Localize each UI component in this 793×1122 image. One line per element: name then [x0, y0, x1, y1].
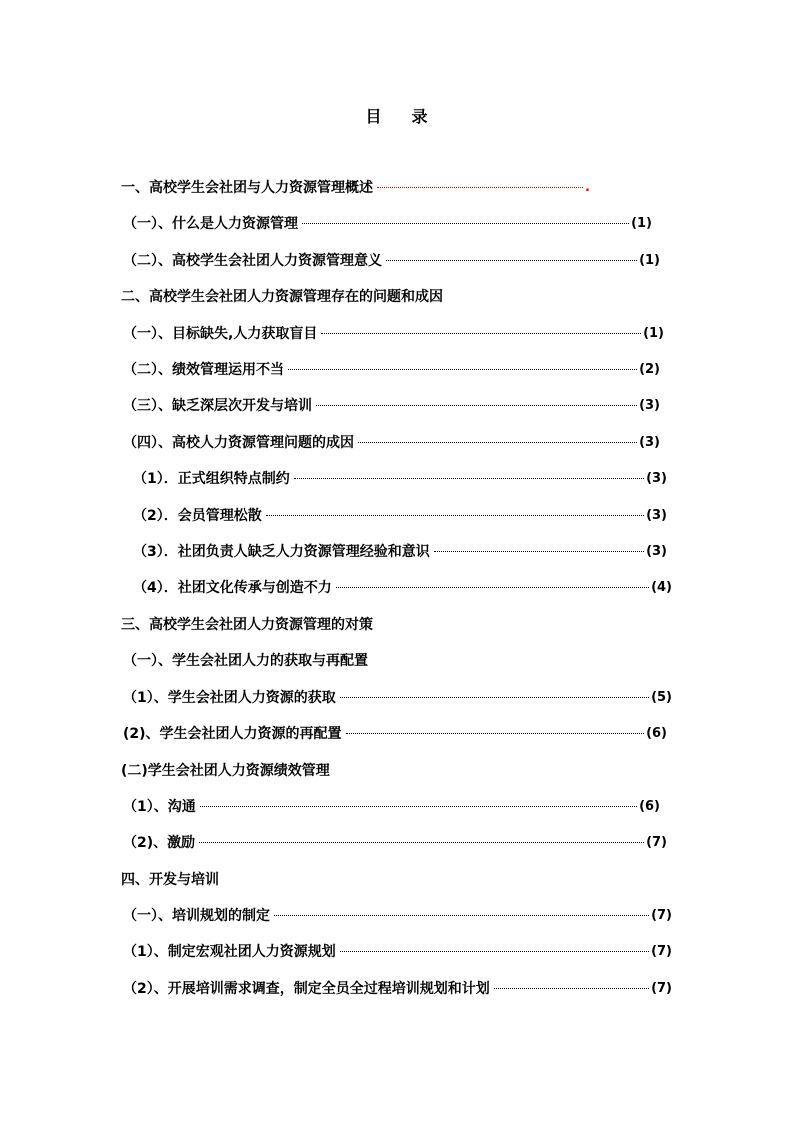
toc-entry[interactable]	[123, 977, 672, 999]
toc-entry[interactable]	[123, 940, 672, 962]
toc-entry-page: (2)	[639, 361, 660, 377]
toc-entry-title: （二）、高校学生会社团人力资源管理意义	[123, 253, 382, 269]
toc-entry-title: 四、开发与培训	[121, 872, 219, 888]
toc-entry-page: (3)	[646, 507, 667, 523]
toc-entry[interactable]	[121, 176, 590, 198]
toc-entry-title: （2）、开展培训需求调查，制定全员全过程培训规划和计划	[123, 981, 490, 997]
dot-leader	[294, 478, 644, 479]
dot-leader	[377, 187, 583, 188]
toc-entry-page: (6)	[639, 798, 660, 814]
dot-leader	[274, 915, 649, 916]
toc-entry[interactable]	[123, 722, 667, 744]
toc-entry[interactable]	[121, 285, 443, 307]
toc-entry[interactable]	[123, 212, 652, 234]
dot-leader	[340, 697, 649, 698]
dot-leader	[288, 369, 637, 370]
toc-entry-title: （2)、激励	[123, 835, 196, 851]
toc-entry-page: (1)	[639, 252, 660, 268]
dot-leader	[346, 733, 645, 734]
toc-entry[interactable]	[123, 795, 660, 817]
dot-leader	[316, 405, 637, 406]
toc-entry-page: (7)	[651, 943, 672, 959]
toc-entry-page: (3)	[646, 543, 667, 559]
toc-entry-title: （三）、缺乏深层次开发与培训	[123, 398, 312, 414]
toc-entry[interactable]	[123, 649, 368, 671]
dot-leader	[321, 333, 641, 334]
toc-entry-title: （二）、绩效管理运用不当	[123, 362, 284, 378]
toc-entry[interactable]	[123, 431, 660, 453]
dot-leader	[358, 442, 637, 443]
toc-entry-title: （一）、目标缺失,人力获取盲目	[123, 326, 318, 342]
toc-entry[interactable]	[121, 613, 373, 635]
toc-entry[interactable]	[123, 394, 660, 416]
toc-entry[interactable]	[123, 249, 660, 271]
toc-entry-page: (4)	[651, 579, 672, 595]
toc-entry-page: (1)	[631, 215, 652, 231]
toc-entry-title: （一）、学生会社团人力的获取与再配置	[123, 653, 368, 669]
toc-entry-title: （1）．正式组织特点制约	[133, 471, 290, 487]
toc-entry[interactable]	[123, 358, 660, 380]
toc-entry-title: (二)学生会社团人力资源绩效管理	[121, 763, 330, 779]
toc-entry-title: （一）、什么是人力资源管理	[123, 216, 298, 232]
toc-entry[interactable]	[123, 904, 672, 926]
toc-entry[interactable]	[133, 576, 672, 598]
toc-entry-title: （3）．社团负责人缺乏人力资源管理经验和意识	[133, 544, 430, 560]
toc-entry-title: （1）、学生会社团人力资源的获取	[123, 690, 336, 706]
toc-entry-page: (5)	[651, 689, 672, 705]
toc-entry-page: (3)	[639, 397, 660, 413]
toc-entry-title: 二、高校学生会社团人力资源管理存在的问题和成因	[121, 289, 443, 305]
toc-entry-title: （一）、培训规划的制定	[123, 908, 270, 924]
toc-entry-page: (7)	[651, 907, 672, 923]
toc-entry-page: (3)	[646, 470, 667, 486]
dot-leader	[199, 842, 644, 843]
toc-entry-page: (6)	[646, 725, 667, 741]
toc-entry[interactable]	[133, 467, 667, 489]
toc-entry-title: 一、高校学生会社团与人力资源管理概述	[121, 180, 373, 196]
dot-leader	[200, 806, 637, 807]
toc-entry-title: （1）、制定宏观社团人力资源规划	[123, 944, 336, 960]
dot-leader	[494, 988, 649, 989]
toc-entry[interactable]	[123, 322, 664, 344]
toc-entry[interactable]	[123, 831, 667, 853]
toc-entry-title: （2）．会员管理松散	[133, 508, 262, 524]
toc-entry-title: （4）．社团文化传承与创造不力	[133, 580, 332, 596]
dot-leader	[336, 587, 649, 588]
toc-entry[interactable]	[123, 686, 672, 708]
toc-entry-title: 三、高校学生会社团人力资源管理的对策	[121, 617, 373, 633]
title-char-2: 录	[411, 107, 428, 126]
dot-leader	[340, 951, 649, 952]
toc-entry-page: .	[585, 179, 590, 195]
toc-entry-page: (3)	[639, 434, 660, 450]
toc-entry[interactable]	[121, 868, 219, 890]
dot-leader	[434, 551, 644, 552]
title-char-1: 目	[365, 107, 382, 126]
dot-leader	[386, 260, 637, 261]
toc-entry[interactable]	[121, 759, 330, 781]
toc-entry-title: （四）、高校人力资源管理问题的成因	[123, 435, 354, 451]
toc-entry-title: （1）、沟通	[123, 799, 196, 815]
dot-leader	[302, 223, 629, 224]
toc-entry-page: (1)	[643, 325, 664, 341]
toc-entry[interactable]	[133, 504, 667, 526]
dot-leader	[266, 515, 644, 516]
toc-entry-page: (7)	[651, 980, 672, 996]
toc-entry-page: (7)	[646, 834, 667, 850]
toc-entry[interactable]	[133, 540, 667, 562]
toc-entry-title: (2)、学生会社团人力资源的再配置	[123, 726, 342, 742]
page-title	[0, 104, 793, 127]
